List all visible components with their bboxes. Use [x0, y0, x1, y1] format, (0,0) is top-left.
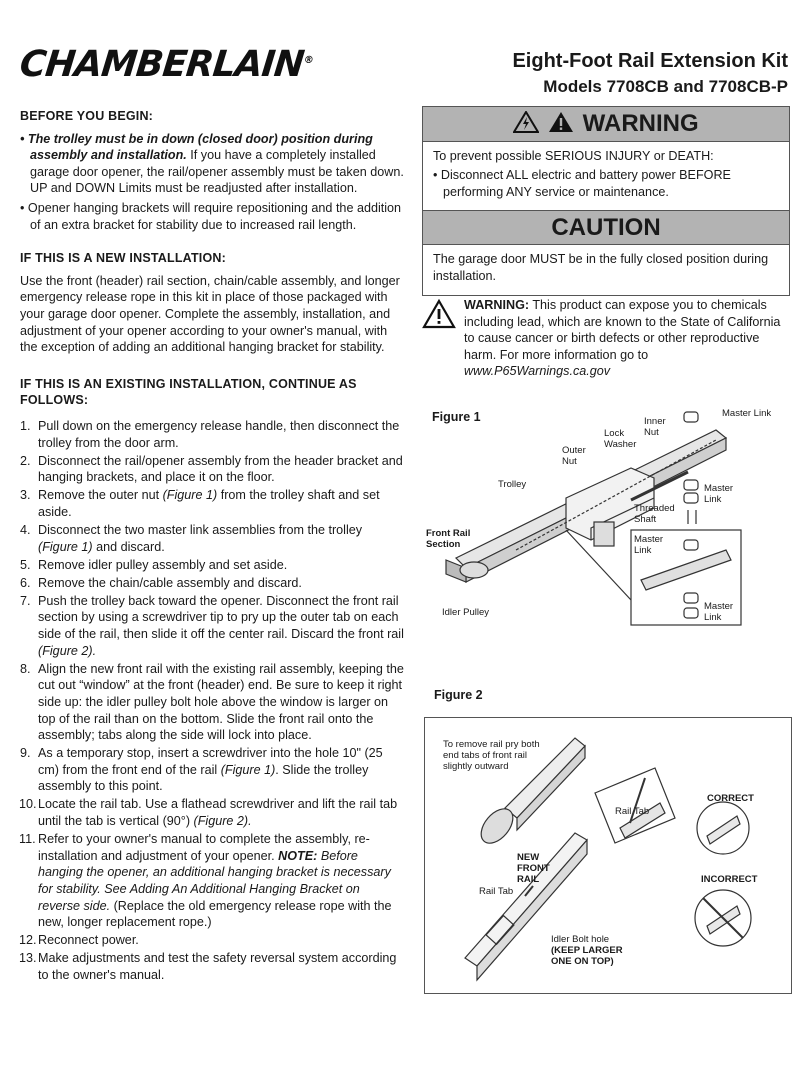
- prop65-text: This product can expose you to chemicals including lead, which are known to the State of California to cause cancer or birth defects or other reproductive harm. For more information go to: [464, 298, 781, 362]
- figure2-label: Figure 2: [434, 688, 483, 702]
- before-you-begin-section: [20, 108, 405, 233]
- callout-inner-nut: Inner Nut: [644, 416, 666, 438]
- prop65-link[interactable]: www.P65Warnings.ca.gov: [464, 364, 611, 379]
- step-number: 9.: [20, 746, 31, 761]
- callout-trolley: Trolley: [498, 479, 527, 490]
- callout-rail-tab-top: Rail Tab: [615, 806, 650, 817]
- step-number: 11.: [19, 832, 36, 847]
- brand-name: CHAMBERLAIN: [17, 44, 306, 85]
- kit-title: Eight-Foot Rail Extension Kit: [512, 50, 788, 72]
- existing-installation-section: [20, 376, 405, 984]
- callout-idler-bolt-hole: Idler Bolt hole: [551, 934, 610, 945]
- step-item: 12. Reconnect power.: [19, 933, 139, 948]
- figure1-label: Figure 1: [432, 410, 481, 424]
- callout-pry-instructions: To remove rail pry both end tabs of front rail slightly outward: [443, 739, 540, 772]
- step-item: 3. Remove the outer nut (Figure 1) from the trolley shaft and set aside.: [20, 488, 380, 519]
- step-item: 11. Refer to your owner's manual to complete the assembly, re-installation and adjustment of your opener. NOTE: Before hanging the opener, an additional hanging bracket is necessary for stability. See Adding An Additional Hanging Bracket on reverse side. (Replace the old emergency release rope with the new, longer replacement rope.): [19, 832, 392, 930]
- callout-keep-larger: (KEEP LARGER ONE ON TOP): [551, 945, 623, 967]
- step-item: 6. Remove the chain/cable assembly and discard.: [20, 575, 302, 590]
- steps-list: [20, 418, 405, 984]
- step-number: 4.: [20, 522, 31, 537]
- step-item: 5. Remove idler pulley assembly and set aside.: [20, 557, 288, 572]
- warning-line-1: To prevent possible SERIOUS INJURY or DEATH:: [433, 148, 714, 163]
- step-number: 7.: [20, 593, 31, 608]
- step-number: 2.: [20, 453, 31, 468]
- step-item: 1. Pull down on the emergency release handle, then disconnect the trolley from the door arm.: [20, 418, 400, 450]
- step-item: 9. As a temporary stop, insert a screwdriver into the hole 10" (25 cm) from the front end of the rail (Figure 1). Slide the trolley assembly to this point.: [20, 746, 383, 794]
- document-title: [512, 48, 788, 100]
- step-number: 12.: [19, 933, 37, 948]
- callout-new-front-rail: NEW FRONT RAIL: [517, 852, 550, 885]
- callout-outer-nut: Outer Nut: [562, 445, 586, 467]
- step-item: 13. Make adjustments and test the safety reversal system according to the owner's manual.: [19, 951, 397, 982]
- warning-text: [423, 142, 789, 211]
- instructions-column: [20, 108, 405, 985]
- warning-title: WARNING: [582, 110, 699, 137]
- callout-lock-washer: Lock Washer: [604, 428, 637, 450]
- new-installation-section: [20, 250, 405, 356]
- existing-heading: IF THIS IS AN EXISTING INSTALLATION, CONTINUE AS FOLLOWS:: [20, 376, 357, 408]
- warning-triangle-icon: [548, 111, 574, 139]
- registered-mark: ®: [303, 55, 314, 66]
- step-item: 7. Push the trolley back toward the opener. Disconnect the front rail section by using a screwdriver tip to pry up the outer tab on each side of the rail, then slide it off the center rail. Discard the front rail (Figure 2).: [20, 593, 404, 658]
- step-item: 2. Disconnect the rail/opener assembly from the header bracket and hanging brackets, and place it on the floor.: [20, 453, 403, 485]
- callout-master-link-inset-bottom: Master Link: [704, 601, 734, 623]
- label-incorrect: INCORRECT: [701, 874, 758, 885]
- new-install-text: Use the front (header) rail section, chain/cable assembly, and longer emergency release rope in this kit in place of those packaged with your garage door opener. Complete the assembly, installation, and adjustment of your opener according to your owner's manual, with the exception of adding an additional hanging bracket for stability.: [20, 273, 400, 355]
- step-number: 5.: [20, 557, 31, 572]
- step-number: 13.: [19, 951, 37, 966]
- warning-caution-box: [422, 106, 790, 296]
- figure2-illustration: [424, 717, 792, 994]
- before-heading: BEFORE YOU BEGIN:: [20, 109, 154, 123]
- prop65-label: WARNING:: [464, 298, 530, 312]
- warning-line-2: • Disconnect ALL electric and battery power BEFORE performing ANY service or maintenance.: [433, 168, 731, 199]
- brand-logo: [18, 44, 315, 85]
- warning-banner: [423, 107, 789, 142]
- step-number: 1.: [20, 418, 31, 433]
- callout-front-rail-section: Front Rail Section: [426, 528, 471, 550]
- warning-triangle-icon: [422, 299, 456, 329]
- electric-hazard-icon: [513, 111, 539, 139]
- callout-rail-tab-bottom: Rail Tab: [479, 886, 514, 897]
- step-number: 10.: [19, 797, 37, 812]
- step-item: 10. Locate the rail tab. Use a flathead screwdriver and lift the rail tab until the tab is vertical (90°) (Figure 2).: [19, 797, 398, 829]
- model-numbers: Models 7708CB and 7708CB-P: [543, 77, 788, 96]
- figure1-illustration: [426, 400, 796, 640]
- new-install-heading: IF THIS IS A NEW INSTALLATION:: [20, 251, 226, 266]
- step-number: 6.: [20, 575, 31, 590]
- caution-title: CAUTION: [551, 214, 661, 242]
- callout-threaded-shaft: Threaded Shaft: [634, 503, 675, 525]
- step-number: 3.: [20, 488, 31, 503]
- callout-idler-pulley: Idler Pulley: [442, 607, 489, 618]
- prop65-warning: [422, 297, 792, 380]
- step-item: 4. Disconnect the two master link assemblies from the trolley (Figure 1) and discard.: [20, 522, 363, 554]
- step-number: 8.: [20, 661, 31, 676]
- step-item: 8. Align the new front rail with the existing rail assembly, keeping the cut out “window” at the front (header) end. Be sure to keep it right side up: the idler pulley bolt hole above the window is larger on top of the rail than on the bottom. Slide the front rail onto the assembly; tabs along the side will lock into place.: [20, 661, 404, 743]
- before-bullet-1: • The trolley must be in down (closed door) position during assembly and installation. If you have a completely installed garage door opener, the rail/opener assembly must be taken down. UP and DOWN Limits must be readjusted after installation.: [20, 131, 404, 196]
- label-correct: CORRECT: [707, 793, 754, 804]
- caution-text: The garage door MUST be in the fully closed position during installation.: [433, 252, 769, 284]
- callout-master-link-top: Master Link: [722, 408, 772, 419]
- callout-master-link-inset-top: Master Link: [634, 534, 664, 556]
- callout-master-link-mid: Master Link: [704, 483, 734, 505]
- before-bullet-2: • Opener hanging brackets will require repositioning and the addition of an extra bracket for stability due to increased rail length.: [20, 200, 402, 232]
- caution-banner: [423, 210, 789, 245]
